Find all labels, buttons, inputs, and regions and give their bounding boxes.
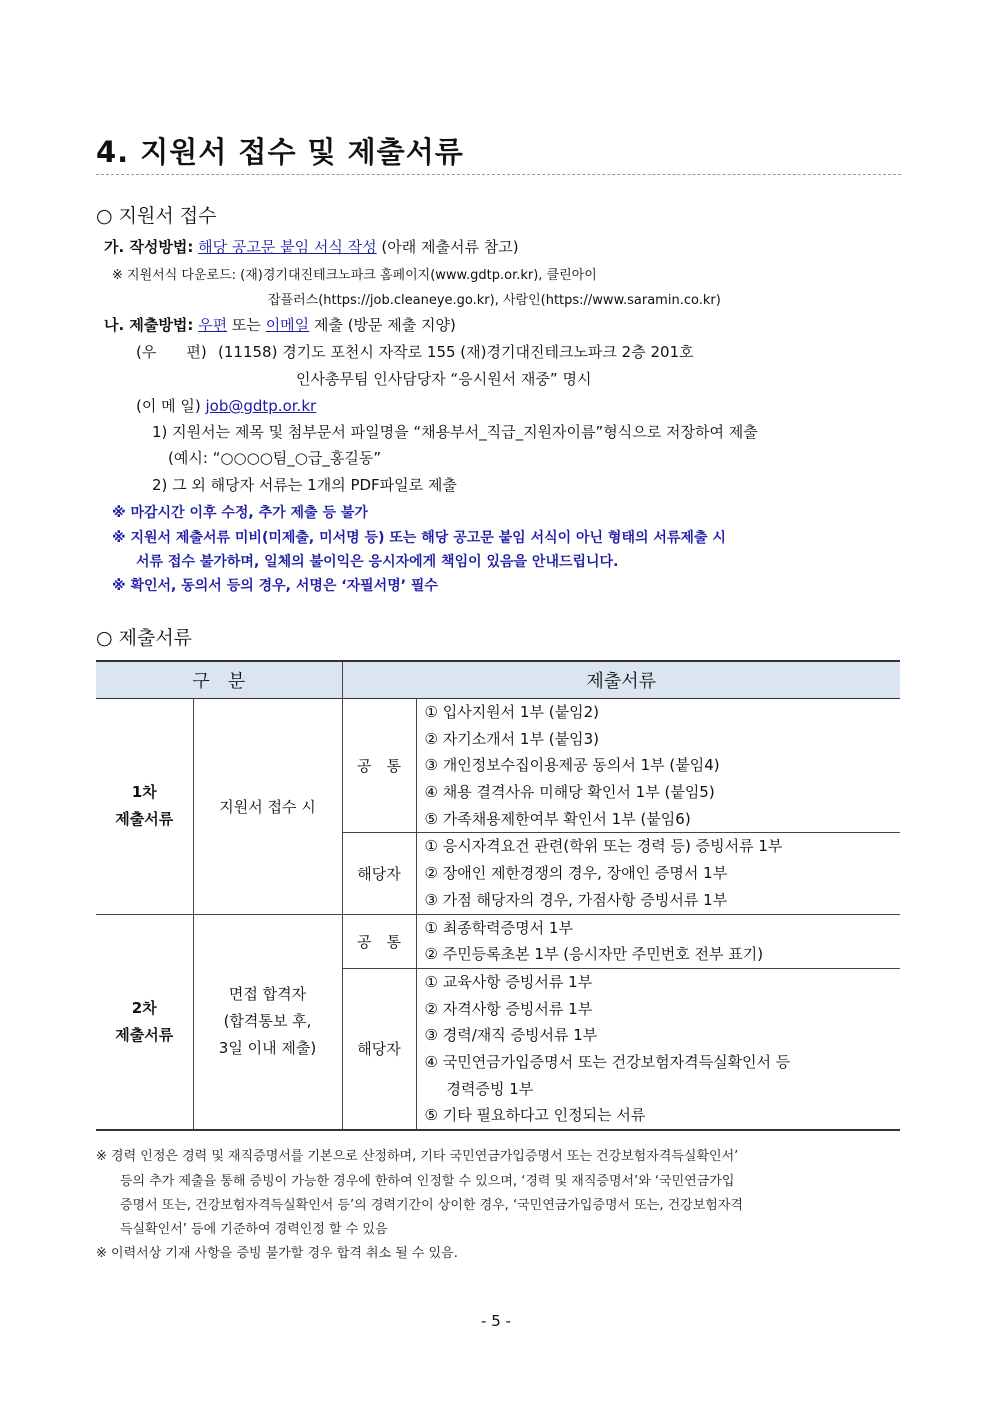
list-item: ④ 국민연금가입증명서 또는 건강보험자격득실확인서 등 [424,1052,791,1071]
note-career-4: 득실확인서’ 등에 기준하여 경력인정 할 수 있음 [120,1222,388,1237]
warning-incomplete-2: 서류 접수 불가하며, 일체의 불이익은 응시자에게 책임이 있음을 안내드립니다. [136,554,619,570]
email-line [136,395,316,416]
list-item: ① 최종학력증명서 1부 [424,918,573,937]
warning-incomplete-1: ※ 지원서 제출서류 미비(미제출, 미서명 등) 또는 해당 공고문 붙임 서식이 아닌 형태의 서류제출 시 [112,530,726,546]
postal-label: (우 편) [136,343,207,361]
stage2-applicable-label: 해당자 [342,968,416,1130]
writing-method-value: 해당 공고문 붙임 서식 작성 [198,238,377,256]
page-title: 4. 지원서 접수 및 제출서류 [96,135,464,169]
list-item: ② 자격사항 증빙서류 1부 [424,999,593,1018]
table-row [96,914,900,968]
note-career-2: 등의 추가 제출을 통해 증빙이 가능한 경우에 한하여 인정할 수 있으며, ‘경력 및 재직증명서’와 ‘국민연금가입 [120,1174,735,1189]
email-link[interactable]: job@gdtp.or.kr [205,397,317,415]
header-documents: 제출서류 [342,661,900,699]
submission-rest: 제출 (방문 제출 지양) [313,316,456,334]
table-row [96,699,900,833]
list-item: ① 입사지원서 1부 (붙임2) [424,703,599,721]
postal-address-2: 인사총무팀 인사담당자 “응시원서 재중” 명시 [296,370,592,388]
stage2-label: 2차 제출서류 [96,914,193,1130]
stage1-applicable-label: 해당자 [342,833,416,914]
writing-method-line [104,236,519,257]
page-number: - 5 - [481,1312,511,1330]
note-cancel: ※ 이력서상 기재 사항을 증빙 불가할 경우 합격 취소 될 수 있음. [96,1246,458,1261]
note-career-1: ※ 경력 인정은 경력 및 재직증명서를 기본으로 산정하며, 기타 국민연금가입증명서 또는 건강보험자격득실확인서’ [96,1149,739,1164]
list-item: ② 자기소개서 1부 (붙임3) [424,729,599,748]
email-label: (이 메 일) [136,397,201,415]
header-category: 구 분 [96,661,342,699]
stage2-common-items [416,914,900,968]
warning-signature: ※ 확인서, 동의서 등의 경우, 서명은 ‘자필서명’ 필수 [112,578,438,594]
stage1-common-label: 공 통 [342,699,416,833]
list-item: ② 장애인 제한경쟁의 경우, 장애인 증명서 1부 [424,864,728,883]
stage1-label: 1차 제출서류 [96,699,193,915]
submission-or: 또는 [231,316,261,334]
list-item: ② 주민등록초본 1부 (응시자만 주민번호 전부 표기) [424,945,764,964]
submission-method-line [104,314,456,335]
stage1-common-items [416,699,900,833]
note-career-3: 증명서 또는, 건강보험자격득실확인서 등’의 경력기간이 상이한 경우, ‘국민연금가입증명서 또는, 건강보험자격 [120,1198,743,1213]
stage2-common-label: 공 통 [342,914,416,968]
warning-deadline: ※ 마감시간 이후 수정, 추가 제출 등 불가 [112,505,368,521]
submission-method-label: 나. 제출방법: [104,316,194,334]
submission-rule-1: 1) 지원서는 제목 및 첨부문서 파일명을 “채용부서_직급_지원자이름”형식으로 저장하여 제출 [152,423,758,441]
stage2-when: 면접 합격자 (합격통보 후, 3일 이내 제출) [193,914,342,1130]
documents-table [96,660,900,1131]
submission-mail: 우편 [198,316,228,334]
list-item: ③ 가점 해당자의 경우, 가점사항 증빙서류 1부 [424,890,728,909]
table-header-row [96,661,900,699]
section-heading-documents: ○ 제출서류 [96,627,193,649]
list-item: ⑤ 가족채용제한여부 확인서 1부 (붙임6) [424,809,691,828]
writing-method-note: (아래 제출서류 참고) [381,238,519,256]
postal-address-1: (11158) 경기도 포천시 자작로 155 (재)경기대진테크노파크 2층 201호 [218,343,694,361]
list-item-continuation: 경력증빙 1부 [446,1079,534,1098]
list-item: ③ 개인정보수집이용제공 동의서 1부 (붙임4) [424,756,720,775]
stage1-when: 지원서 접수 시 [193,699,342,915]
section-heading-application: ○ 지원서 접수 [96,205,217,227]
list-item: ⑤ 기타 필요하다고 인정되는 서류 [424,1106,646,1125]
list-item: ③ 경력/재직 증빙서류 1부 [424,1026,598,1045]
list-item: ① 응시자격요건 관련(학위 또는 경력 등) 증빙서류 1부 [424,837,783,856]
download-info-2: 잡플러스(https://job.cleaneye.go.kr), 사람인(https://www.saramin.co.kr) [268,293,721,308]
title-divider [96,174,901,175]
submission-email: 이메일 [265,316,310,334]
writing-method-label: 가. 작성방법: [104,238,194,256]
stage2-applicable-items [416,968,900,1130]
download-info-1: ※ 지원서식 다운로드: (재)경기대진테크노파크 홈페이지(www.gdtp.or.kr), 클린아이 [112,268,597,283]
stage1-applicable-items [416,833,900,914]
submission-rule-2: 2) 그 외 해당자 서류는 1개의 PDF파일로 제출 [152,476,457,494]
list-item: ④ 채용 결격사유 미해당 확인서 1부 (붙임5) [424,783,715,802]
list-item: ① 교육사항 증빙서류 1부 [424,972,593,991]
submission-rule-1-example: (예시: “○○○○팀_○급_홍길동” [168,449,382,467]
